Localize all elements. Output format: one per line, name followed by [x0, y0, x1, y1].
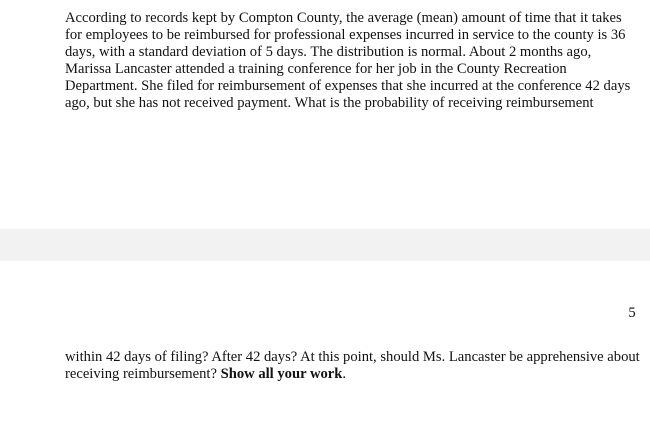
problem-paragraph-bottom — [65, 349, 640, 383]
paragraph-bottom-text: within 42 days of filing? After 42 days? At this point, should Ms. Lancaster be apprehensive about receiving reimbursement? — [65, 349, 640, 382]
show-work-instruction: Show all your work — [220, 366, 343, 382]
page-break-gap — [0, 229, 650, 261]
page-number: 5 — [628, 305, 636, 321]
problem-paragraph-top: According to records kept by Compton County, the average (mean) amount of time that it takes for employees to be reimbursed for professional expenses incurred in service to the county is 36 days, with a standard deviation of 5 days. The distribution is normal. About 2 months ago, Marissa Lancaster attended a training conference for her job in the County Recreation Department. She filed for reimbursement of expenses that she incurred at the conference 42 days ago, but she has not received payment. What is the probability of receiving reimbursement — [65, 10, 631, 111]
paragraph-bottom-end: . — [342, 366, 347, 382]
